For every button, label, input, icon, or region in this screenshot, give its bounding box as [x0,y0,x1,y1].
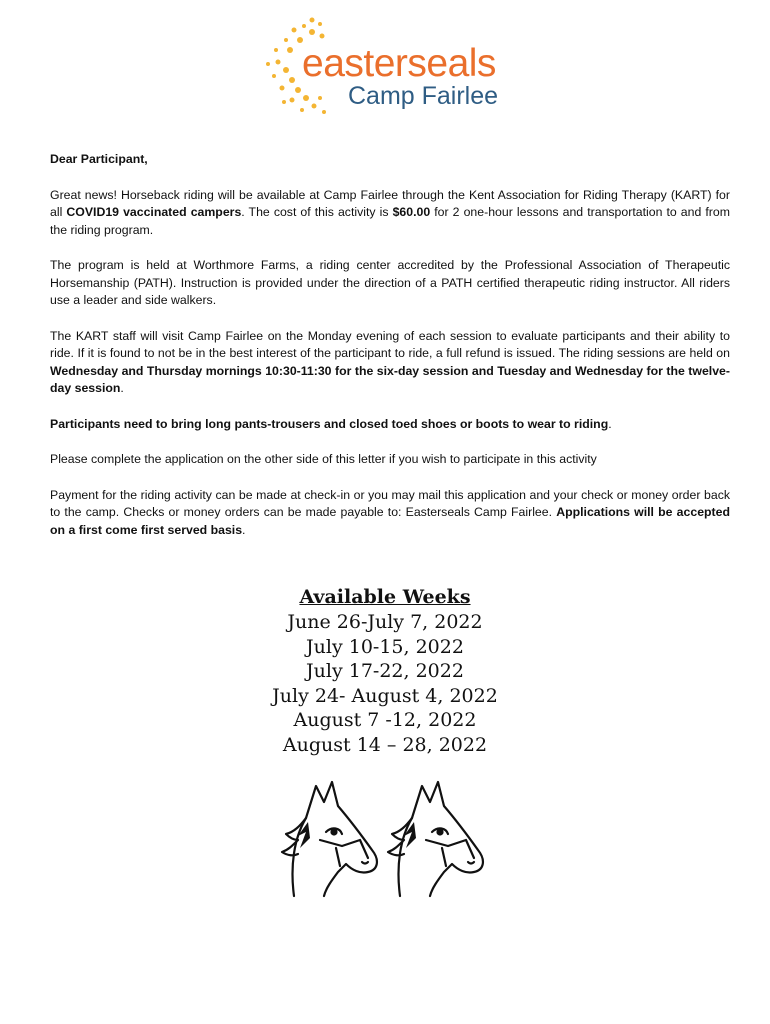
paragraph-cost: Great news! Horseback riding will be available at Camp Fairlee through the Kent Association for Riding Therapy (KART) for all COVID19 vaccinated campers. The cost of this activity is $60.00 for 2 one-hour lessons and transportation to and from the riding program. [50,187,730,237]
paragraph-attire: Participants need to bring long pants-trousers and closed toed shoes or boots to wear to riding. [50,416,612,431]
horse-heads-icon [276,776,496,898]
paragraph-application: Please complete the application on the other side of this letter if you wish to participate in this activity [50,452,597,466]
week-item: July 24- August 4, 2022 [272,684,498,707]
week-item: August 14 – 28, 2022 [282,733,488,756]
week-item: June 26-July 7, 2022 [287,611,483,633]
available-weeks [0,584,770,758]
easterseals-logo [262,14,522,118]
week-item: July 17-22, 2022 [306,660,464,683]
paragraph-schedule: The KART staff will visit Camp Fairlee on the Monday evening of each session to evaluate participants and their ability to ride. If it is found to not be in the best interest of the participant to ride, a full refund is issued. The riding sessions are held on Wednesday and Thursday mornings 10:30-11:30 for the six-day session and Tuesday and Wednesday for the twelve-day session. [50,328,730,395]
paragraph-program: The program is held at Worthmore Farms, a riding center accredited by the Professional Association of Therapeutic Horsemanship (PATH). Instruction is provided under the direction of a PATH certified therapeutic riding instructor. All riders use a leader and side walkers. [50,258,730,307]
paragraph-payment: Payment for the riding activity can be made at check-in or you may mail this application and your check or money order back to the camp. Checks or money orders can be made payable to: Easterseals Camp Fairlee. Applications will be accepted on a first come first served basis. [50,487,730,537]
logo-brand: easterseals [302,42,496,85]
week-item: August 7 -12, 2022 [293,709,477,732]
letter-body [50,151,730,557]
logo-subtitle: Camp Fairlee [348,82,499,110]
week-item: July 10-15, 2022 [306,635,464,658]
weeks-title: Available Weeks [299,586,471,608]
greeting: Dear Participant, [50,152,148,166]
